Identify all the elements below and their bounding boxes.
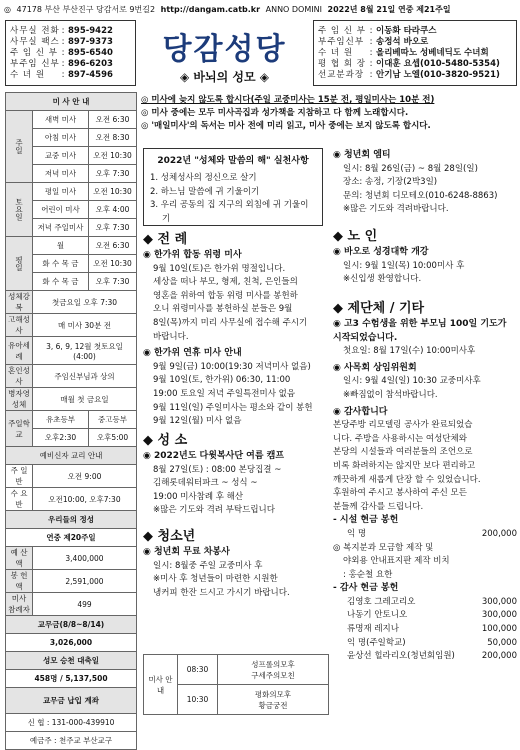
prep-label: 주 일 반 [6,465,33,488]
thanks-row [333,650,517,664]
mass-group: 주일 [6,111,33,183]
info-row [10,26,131,37]
finance-value: 2,591,000 [33,570,137,593]
info-left-box [5,20,136,86]
info-label: 사무실 팩스 [10,37,60,47]
liturgy-line: 19:00 토요일 저녁 주일특전미사 없음 [153,388,296,399]
liturgy-line: 세상을 떠나 부모, 형제, 친척, 은인들의 [153,277,298,288]
account-line-2: 예금주 : 천주교 부산교구 [6,732,137,750]
mass-guide-time-2: 10:30 [178,685,218,715]
location-icon: ◎ [4,5,11,14]
elderly-section [333,228,517,287]
colon: : [369,70,373,80]
finance-value: 3,400,000 [33,547,137,570]
sacrament-value: 매월 첫 금요일 [33,388,137,411]
mass-table [5,92,137,750]
sacrament-label: 고해성사 [6,314,33,337]
theme-item-2: 2. 하느님 말씀에 귀 기울이기 [150,186,260,197]
mass-guide-name: 황금궁전 [258,700,288,710]
theme-box [143,148,323,226]
mass-row [6,111,137,129]
vocation-line: 19:00 미사참례 후 해산 [153,491,244,502]
sacrament-row [6,314,137,337]
thanks-row-amount: 300,000 [481,596,517,607]
info-row [318,26,512,37]
thanks-line: 비록 화려하지는 않지만 보다 편리하고 [333,460,476,471]
sacrament-value: 매 미사 30분 전 [33,314,137,337]
address: 47178 부산 부산진구 당감서로 9번길2 [16,5,156,14]
finance-label: 미사 참례자 [6,593,33,616]
mass-label: 저녁 주일미사 [33,219,89,237]
youth-line: 냉커피 한잔 드시고 가시기 바랍니다. [153,587,290,598]
finance-label: 봉 헌 액 [6,570,33,593]
theme-item-1: 1. 성체성사의 정신으로 살기 [150,173,257,183]
youth-line: 일시: 8월중 주일 교중미사 후 [153,560,263,571]
finance-week: 연중 제20주일 [6,529,137,547]
mass-label: 화 수 목 금 [33,255,89,273]
notice-area [141,94,517,133]
cash-row-name: 익 명 [347,528,367,539]
vocation-line: 김해롯데워터파크 ~ 성식 ~ [153,478,258,489]
info-value: 897-4596 [68,70,113,80]
youth-head: ◆ 청소년 [143,529,196,544]
info-label: 선교분과장 [318,70,365,80]
sacrament-label: 성체강복 [6,291,33,314]
info-label: 주 임 신 부 [10,48,58,58]
liturgy-line: 9월 11일(일) 주일미사는 평소와 같이 봉헌 [153,402,313,413]
mass-label: 화 수 목 금 [33,273,89,291]
notice-2: ◎ 미사 중에는 모두 미사곡집과 성가책을 지참하고 다 함께 노래합시다. [141,108,409,118]
thanks-row [333,609,517,623]
school-group: 중고등부 [89,411,137,429]
colon: : [61,26,65,36]
thanks-line: 본당의 시설들과 여러분들의 조언으로 [333,447,473,458]
liturgy-item-2-title: ◉ 한가위 연휴 미사 안내 [143,348,242,359]
thanks-row-name: 류명재 레지나 [347,624,399,635]
mass-guide-names-2 [218,685,329,715]
misc-note-2: 야외용 안내표지판 제작 비치 [343,556,450,567]
misc-item-2-note: ※빠짐없이 참석바랍니다. [343,389,438,400]
issue-date: 2022년 8월 21일 연중 제21주일 [327,5,451,14]
mass-time: 오전 10:30 [89,147,137,165]
misc-section [333,300,517,664]
elderly-line: ※신입생 환영합니다. [343,274,422,285]
thanks-row-name: 윤상선 힐라리오(청년회임원) [347,651,455,662]
thanks-line: 분들께 감사를 드립니다. [333,501,424,512]
mass-guide-names-1 [218,655,329,685]
info-label: 부주임 신부 [10,59,60,69]
finance-edu-title: 교무금(8/8~8/14) [6,616,137,634]
cash-row [333,528,517,542]
mass-time: 오전 6:30 [89,237,137,255]
vocation-section [143,432,329,518]
mass-time: 오전 10:30 [89,183,137,201]
elderly-item-title: ◉ 바오로 성경대학 개강 [333,247,429,257]
colon: : [369,37,373,47]
thanks-row-amount: 50,000 [487,637,517,648]
theme-item-3: 3. 우리 공동의 집 지구의 외침에 귀 기울이기 [150,200,309,224]
info-right-box [313,20,517,86]
thanks-row [333,623,517,637]
notice-1: ◎ 미사에 늦지 않도록 합시다(주일 교중미사는 15분 전, 평일미사는 10분 전) [141,95,435,105]
misc-item-1-line: 첫요일: 8월 17일(수) 10:00미사후 [343,346,476,357]
mass-label: 월 [33,237,89,255]
school-time: 오후5:00 [89,429,137,447]
thanks-row-name: 김영호 그레고리오 [347,596,416,607]
mass-time: 오후 7:30 [89,165,137,183]
info-label: 주 임 신 부 [318,26,366,36]
thanks-line: 니다. 주방을 사용하시는 여성단체와 [333,433,467,444]
sacrament-row [6,365,137,388]
vocation-line: 8월 27일(토) : 08:00 본당집결 ~ [153,464,282,475]
prep-label: 수 요 반 [6,488,33,511]
mass-group: 토요일 [6,183,33,237]
theme-title: 2022년 "성체와 말씀의 해" 실천사항 [157,156,309,166]
youth-section [143,528,329,600]
info-label: 수 녀 원 [318,48,354,58]
thanks-row-amount: 100,000 [481,624,517,635]
vocation-item-title: ◉ 2022년도 다윗복사단 여름 캠프 [143,451,285,461]
sacrament-label: 유아세례 [6,337,33,365]
finance-fund-title: 성모 승천 대축일 [6,652,137,670]
thanks-row-amount: 200,000 [481,651,517,662]
mass-time: 오후 4:00 [89,201,137,219]
liturgy-line: 9월 9일(금) 10:00(19:30 저녁미사 없음) [153,361,311,372]
thanks-line: 깨끗하게 새롭게 단장 할 수 있었습니다. [333,474,481,485]
info-row [10,37,131,48]
mass-time: 오전 8:30 [89,129,137,147]
info-value: 이동화 타라쿠스 [376,26,437,36]
colon: : [369,26,373,36]
thanks-row-name: 익 명(주일학교) [347,637,406,648]
youth-item-title: ◉ 청년회 무료 차봉사 [143,547,230,557]
sacrament-row [6,291,137,314]
misc-note-3: : 홍순철 요한 [343,569,393,580]
vocation-line: ※많은 기도와 격려 부탁드립니다 [153,505,275,516]
prep-time: 오전10:00, 오후7:30 [33,488,137,511]
info-value: 올리베따노 성베네딕도 수녀회 [376,48,489,58]
colon: : [61,37,65,47]
sacrament-row [6,337,137,365]
mass-guide-name: 평화의모후 [254,689,292,699]
mass-label: 새벽 미사 [33,111,89,129]
thanks-row [333,637,517,651]
finance-label: 예 산 액 [6,547,33,570]
sacrament-label: 병자영성체 [6,388,33,411]
finance-title: 우리들의 정성 [6,511,137,529]
mass-guide-name: 구세주의모친 [251,670,295,680]
finance-value: 499 [33,593,137,616]
info-value: 897-9373 [68,37,113,47]
thanks-title: - 감사 현금 봉헌 [333,583,399,594]
thanks-row [333,596,517,610]
title-area [138,20,311,86]
info-value: 안기남 노엘(010-3820-9521) [376,70,500,80]
prep-title: 예비신자 교리 안내 [6,447,137,465]
misc-item-3-title: ◉ 감사합니다 [333,406,388,417]
info-row [318,70,512,81]
misc-note-1: ◎ 복지분과 모금함 제작 및 [333,542,434,553]
colon: : [61,59,65,69]
info-value: 895-9422 [68,26,113,36]
liturgy-head: ◆ 전 례 [143,232,188,247]
mass-label: 저녁 미사 [33,165,89,183]
info-row [318,48,512,59]
mass-guide-table [143,654,329,715]
motto: ANNO DOMINI [265,5,322,14]
liturgy-line: 오니 위령미사를 봉헌하실 분들은 9월 [153,304,293,315]
liturgy-line: 9월 10일(토)은 한가위 명절입니다. [153,263,286,274]
info-row [10,70,131,81]
sacrament-value: 주임신부님과 상의 [33,365,137,388]
sacrament-label: 혼인성사 [6,365,33,388]
mass-row [6,183,137,201]
school-time: 오후2:30 [33,429,89,447]
mass-guide-label: 미사 안내 [144,655,178,715]
youthclub-section [333,149,517,217]
patron: ◈ 바뇌의 성모 ◈ [180,70,269,84]
info-label: 사무실 전화 [10,26,60,36]
mass-time: 오전 10:30 [89,255,137,273]
thanks-line: 본당주방 리모델링 공사가 완료되었습 [333,420,473,431]
misc-head: ◆ 제단체 / 기타 [333,301,425,316]
notice-3: ◎ '매일미사'의 독서는 미사 전에 미리 읽고, 미사 중에는 보지 않도록 합시다. [141,121,431,131]
mass-time: 오전 6:30 [89,111,137,129]
mass-label: 어린이 미사 [33,201,89,219]
mass-guide-time-1: 08:30 [178,655,218,685]
thanks-row-name: 나동기 안토니오 [347,610,408,621]
youth-line: ※미사 후 청년들이 마련한 시원한 [153,574,278,585]
liturgy-item-1-title: ◉ 한가위 합동 위령 미사 [143,250,242,260]
liturgy-line: 9월 10일(토, 한가위) 06:30, 11:00 [153,375,291,386]
header-bar [4,3,516,17]
mass-guide-name: 성프롤의모후 [251,659,295,669]
mass-label: 평일 미사 [33,183,89,201]
account-title: 교무금 납입 계좌 [6,688,137,714]
sacrament-value: 첫금요일 오후 7:30 [33,291,137,314]
cash-row-amount: 200,000 [481,528,517,539]
elderly-head: ◆ 노 인 [333,229,378,244]
info-value: 이대훈 요셉(010-5480-5354) [376,59,500,69]
school-label: 주일학교 [6,411,33,447]
account-line-1: 신 협 : 131-000-439910 [6,714,137,732]
mass-group: 평일 [6,237,33,291]
liturgy-line: 영혼을 위하여 합동 위령 미사를 봉헌하 [153,290,298,301]
mass-title: 미 사 안 내 [6,93,137,111]
url-link[interactable]: http://dangam.catb.kr [160,5,261,14]
misc-item-1-title: ◉ 고3 수험생을 위한 부모님 100일 기도가 시작되었습니다. [333,319,507,343]
thanks-row-amount: 300,000 [481,610,517,621]
prep-time: 오전 9:00 [33,465,137,488]
liturgy-line: 8일(목)까지 미리 사무실에 접수해 주시기 [153,317,308,328]
colon: : [369,48,373,58]
mass-time: 오후 7:30 [89,219,137,237]
youthclub-line: ※많은 기도와 격려바랍니다. [343,204,449,215]
youthclub-line: 장소: 송정, 기장(2박3일) [343,177,438,188]
finance-edu-value: 3,026,000 [6,634,137,652]
info-value: 896-6203 [68,59,113,69]
mass-schedule [5,92,137,750]
misc-item-2-title: ◉ 사목회 상임위원회 [333,362,417,373]
elderly-line: 일시: 9월 1일(목) 10:00미사 후 [343,260,465,271]
info-row [318,59,512,70]
colon: : [61,48,65,58]
colon: : [369,59,373,69]
info-row [10,48,131,59]
liturgy-section [143,231,329,429]
sacrament-value: 3, 6, 9, 12월 첫토요일(4:00) [33,337,137,365]
info-label: 평 협 회 장 [318,59,366,69]
sacrament-row [6,388,137,411]
liturgy-line: 바랍니다. [153,331,189,342]
info-row [318,37,512,48]
info-row [10,59,131,70]
colon: : [61,70,65,80]
vocation-head: ◆ 성 소 [143,433,188,448]
info-label: 부주임신부 [318,37,365,47]
finance-fund-value: 458명 / 5,137,500 [6,670,137,688]
youthclub-title: ◉ 청년회 엠티 [333,150,391,160]
info-value: 895-6540 [68,48,113,58]
youthclub-line: 문의: 청년회 디모테오(010-6248-8863) [343,190,498,201]
misc-item-2-line: 일시: 9월 4일(일) 10:30 교중미사후 [343,376,481,387]
thanks-line: 후원하여 주시고 봉사하여 주신 모든 [333,488,467,499]
cash-title: - 시설 현금 봉헌 [333,515,399,526]
mass-row [6,237,137,255]
liturgy-line: 9월 12일(월) 미사 없음 [153,416,242,427]
youthclub-line: 일시: 8월 26일(금) ~ 8월 28일(일) [343,163,478,174]
parish-name: 당감성당 [162,32,287,67]
mass-time: 오후 7:30 [89,273,137,291]
info-value: 송정석 바오로 [376,37,429,47]
school-group: 유초등부 [33,411,89,429]
info-label: 수 녀 원 [10,70,46,80]
mass-label: 아침 미사 [33,129,89,147]
mass-label: 교중 미사 [33,147,89,165]
